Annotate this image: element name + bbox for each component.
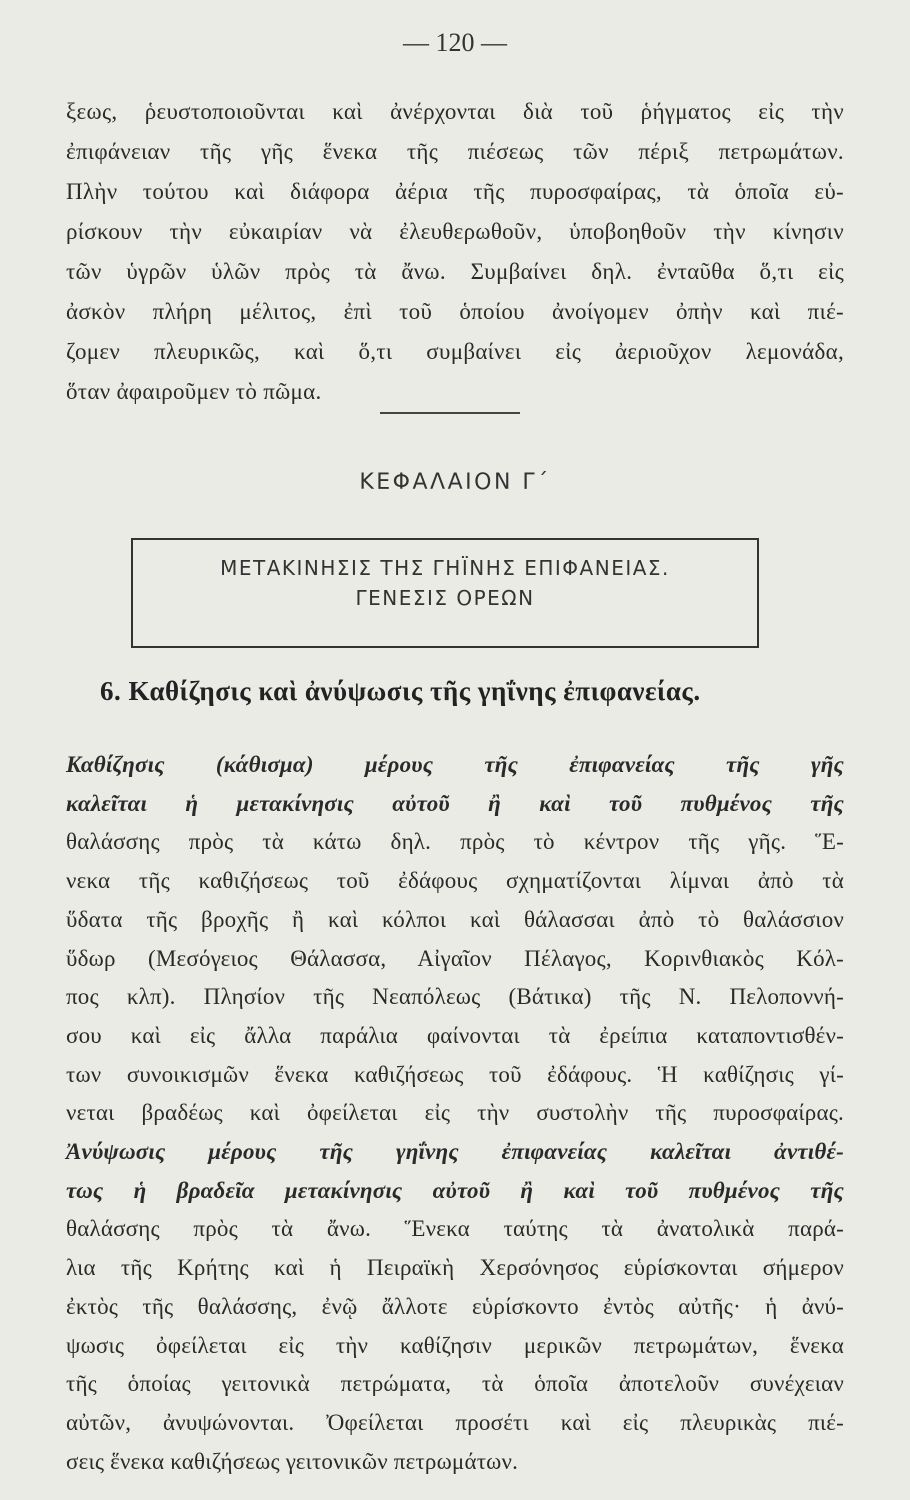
text-line: καλεῖται ἡ μετακίνησις αὐτοῦ ἢ καὶ τοῦ πυθμένος τῆς: [66, 790, 844, 816]
text-line: νεκα τῆς καθιζήσεως τοῦ ἐδάφους σχηματίζονται λίμναι ἀπὸ τὰ: [66, 868, 844, 894]
text-line: ὅταν ἀφαιροῦμεν τὸ πῶμα.: [66, 379, 322, 404]
text-line: σου καὶ εἰς ἄλλα παράλια φαίνονται τὰ ἐρείπια καταποντισθέν-: [66, 1022, 844, 1048]
text-line: θαλάσσης πρὸς τὰ κάτω δηλ. πρὸς τὸ κέντρον τῆς γῆς. Ἕ-: [66, 829, 844, 855]
text-line: σεις ἕνεκα καθιζήσεως γειτονικῶν πετρωμάτων.: [66, 1448, 519, 1474]
text-line: ἐπιφάνειαν τῆς γῆς ἕνεκα τῆς πιέσεως τῶν πέριξ πετρωμάτων.: [66, 139, 844, 164]
text-line: ὕδατα τῆς βροχῆς ἢ καὶ κόλποι καὶ θάλασσαι ἀπὸ τὸ θαλάσσιον: [66, 906, 844, 932]
text-line: τως ἡ βραδεῖα μετακίνησις αὐτοῦ ἢ καὶ τοῦ πυθμένος τῆς: [66, 1177, 844, 1203]
chapter-title-line-1: ΜΕΤΑΚΙΝΗΣΙΣ ΤΗΣ ΓΗΪΝΗΣ ΕΠΙΦΑΝΕΙΑΣ.: [220, 556, 670, 580]
chapter-label: ΚΕΦΑΛΑΙΟΝ Γ΄: [359, 470, 551, 495]
intro-paragraph: [66, 92, 844, 412]
text-line: λια τῆς Κρήτης καὶ ἡ Πειραϊκὴ Χερσόνησος εὑρίσκονται σήμερον: [66, 1255, 844, 1281]
text-line: ἐκτὸς τῆς θαλάσσης, ἐνῷ ἄλλοτε εὑρίσκοντο ἐντὸς αὐτῆς· ἡ ἀνύ-: [66, 1293, 844, 1319]
section-title: 6. Καθίζησις καὶ ἀνύψωσις τῆς γηΐνης ἐπιφανείας.: [100, 676, 701, 706]
text-line: των συνοικισμῶν ἕνεκα καθιζήσεως τοῦ ἐδάφους. Ἡ καθίζησις γί-: [66, 1061, 844, 1087]
text-line: Ἀνύψωσις μέρους τῆς γηΐνης ἐπιφανείας καλεῖται ἀντιθέ-: [66, 1139, 844, 1165]
section-divider: [380, 412, 520, 414]
text-line: ξεως, ῥευστοποιοῦνται καὶ ἀνέρχονται διὰ τοῦ ῥήγματος εἰς τὴν: [66, 99, 844, 124]
text-line: Πλὴν τούτου καὶ διάφορα ἀέρια τῆς πυροσφαίρας, τὰ ὁποῖα εὑ-: [66, 179, 844, 204]
text-line: νεται βραδέως καὶ ὀφείλεται εἰς τὴν συστολὴν τῆς πυροσφαίρας.: [66, 1100, 844, 1126]
text-line: θαλάσσης πρὸς τὰ ἄνω. Ἕνεκα ταύτης τὰ ἀνατολικὰ παρά-: [66, 1216, 844, 1242]
chapter-title-box: [131, 538, 759, 648]
chapter-title-line-2: ΓΕΝΕΣΙΣ ΟΡΕΩΝ: [355, 586, 535, 610]
body-paragraph: [66, 746, 844, 1481]
text-line: πος κλπ). Πλησίον τῆς Νεαπόλεως (Βάτικα) τῆς Ν. Πελοποννή-: [66, 984, 844, 1010]
text-line: ἀσκὸν πλήρη μέλιτος, ἐπὶ τοῦ ὁποίου ἀνοίγομεν ὀπὴν καὶ πιέ-: [66, 299, 844, 324]
text-line: ψωσις ὀφείλεται εἰς τὴν καθίζησιν μερικῶν πετρωμάτων, ἕνεκα: [66, 1332, 844, 1358]
text-line: ρίσκουν τὴν εὐκαιρίαν νὰ ἐλευθερωθοῦν, ὑποβοηθοῦν τὴν κίνησιν: [66, 219, 844, 244]
text-line: ὕδωρ (Μεσόγειος Θάλασσα, Αἰγαῖον Πέλαγος, Κορινθιακὸς Κόλ-: [66, 945, 844, 971]
text-line: ζομεν πλευρικῶς, καὶ ὅ,τι συμβαίνει εἰς ἀεριοῦχον λεμονάδα,: [66, 339, 844, 364]
text-line: τῆς ὁποίας γειτονικὰ πετρώματα, τὰ ὁποῖα ἀποτελοῦν συνέχειαν: [66, 1371, 844, 1397]
text-line: αὐτῶν, ἀνυψώνονται. Ὀφείλεται προσέτι καὶ εἰς πλευρικὰς πιέ-: [66, 1409, 844, 1435]
text-line: Καθίζησις (κάθισμα) μέρους τῆς ἐπιφανείας τῆς γῆς: [66, 752, 844, 777]
text-line: τῶν ὑγρῶν ὑλῶν πρὸς τὰ ἄνω. Συμβαίνει δηλ. ἐνταῦθα ὅ,τι εἰς: [66, 259, 844, 284]
page-number: — 120 —: [403, 28, 507, 57]
